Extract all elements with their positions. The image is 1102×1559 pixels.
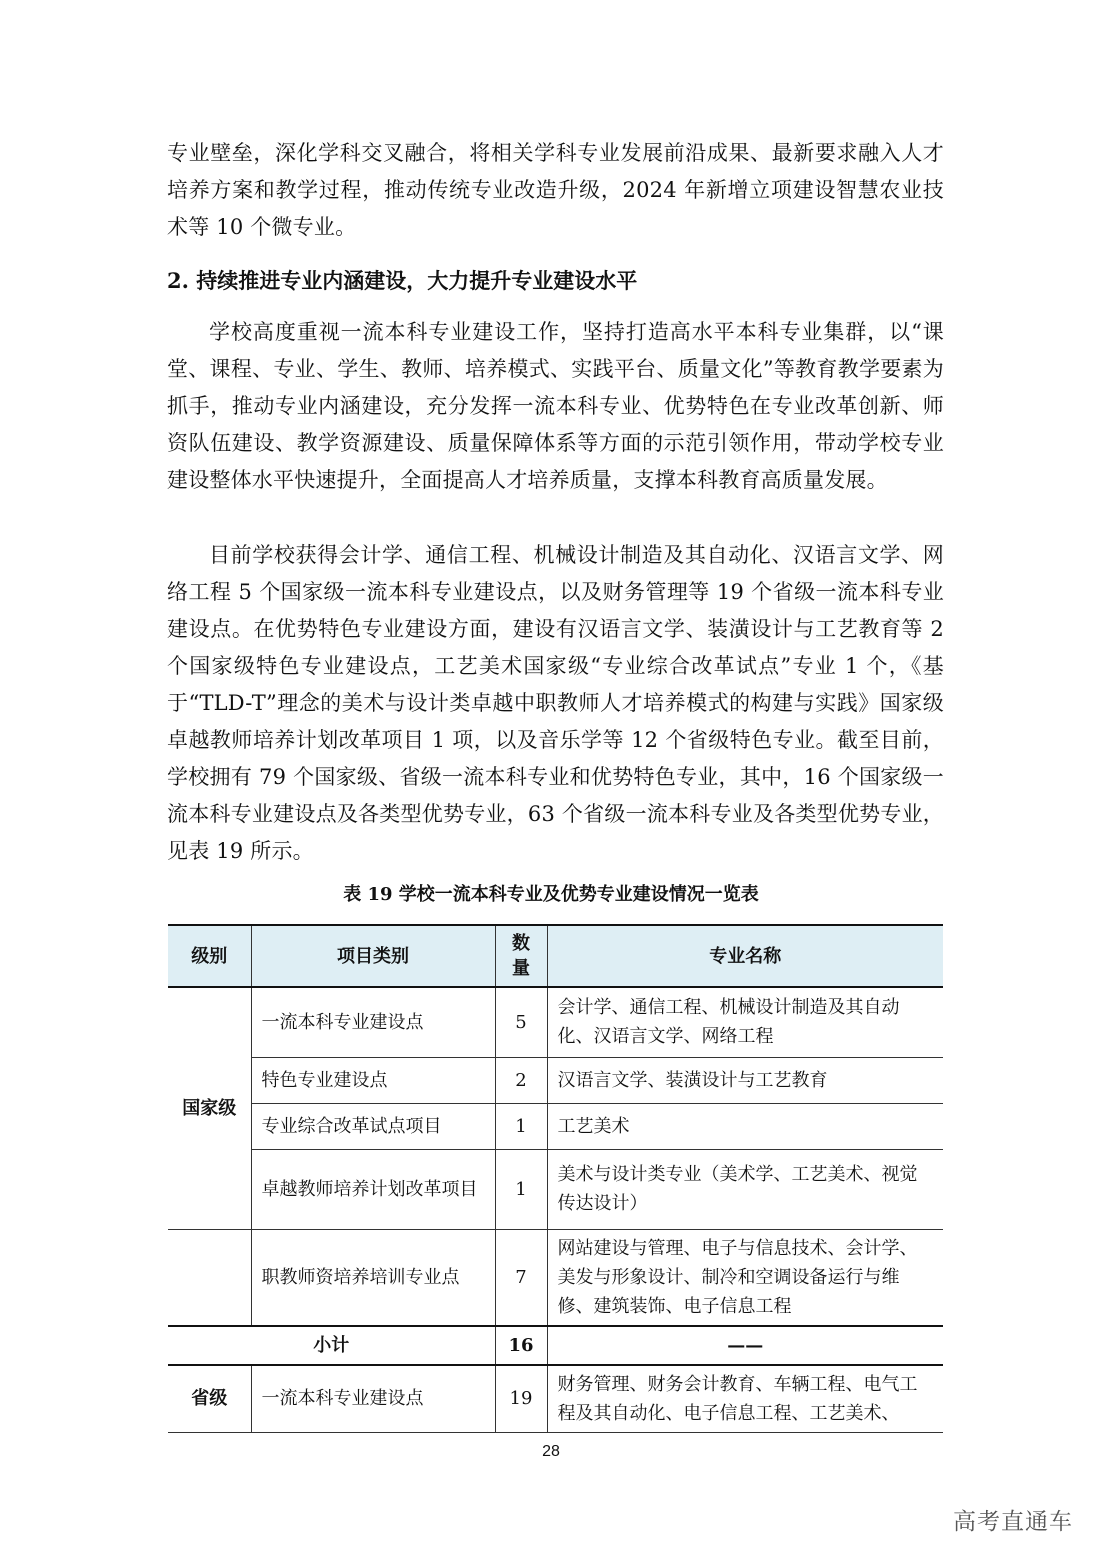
- category-cell: 卓越教师培养计划改革项目: [251, 1149, 495, 1229]
- names-cell: 汉语言文学、装潢设计与工艺教育: [547, 1057, 943, 1103]
- count-cell: 2: [495, 1057, 547, 1103]
- category-cell: 一流本科专业建设点: [251, 987, 495, 1057]
- table-row: [168, 1229, 943, 1326]
- names-cell: 网站建设与管理、电子与信息技术、会计学、美发与形象设计、制冷和空调设备运行与维修、建筑装饰、电子信息工程: [547, 1229, 943, 1326]
- header-names: 专业名称: [547, 925, 943, 987]
- paragraph: 目前学校获得会计学、通信工程、机械设计制造及其自动化、汉语言文学、网络工程 5 个国家级一流本科专业建设点，以及财务管理等 19 个省级一流本科专业建设点。在优势特色专业建设方面，建设有汉语言文学、装潢设计与工艺教育等 2 个国家级特色专业建设点，工艺美术国家级“专业综合改革试点”专业 1 个，《基于“TLD-T”理念的美术与设计类卓越中职教师人才培养模式的构建与实践》国家级卓越教师培养计划改革项目 1 项，以及音乐学等 12 个省级特色专业。截至目前，学校拥有 79 个国家级、省级一流本科专业和优势特色专业，其中，16 个国家级一流本科专业建设点及各类型优势专业，63 个省级一流本科专业及各类型优势专业，见表 19 所示。: [167, 543, 944, 863]
- table-header-row: [168, 925, 943, 987]
- names-cell: 工艺美术: [547, 1103, 943, 1149]
- count-cell: 19: [495, 1365, 547, 1433]
- majors-table: [168, 924, 943, 1433]
- watermark: 高考直通车: [953, 1509, 1073, 1535]
- table-row: [168, 987, 943, 1057]
- category-cell: 一流本科专业建设点: [251, 1365, 495, 1433]
- table-row: [168, 1103, 943, 1149]
- category-cell: 特色专业建设点: [251, 1057, 495, 1103]
- section-heading: 2. 持续推进专业内涵建设，大力提升专业建设水平: [167, 268, 638, 293]
- level-cell-national: 国家级: [168, 987, 251, 1229]
- subtotal-names: ——: [547, 1326, 943, 1365]
- table-row: [168, 1057, 943, 1103]
- count-cell: 7: [495, 1229, 547, 1326]
- level-cell-empty: [168, 1229, 251, 1326]
- subtotal-row: [168, 1326, 943, 1365]
- names-cell: 财务管理、财务会计教育、车辆工程、电气工程及其自动化、电子信息工程、工艺美术、: [547, 1365, 943, 1433]
- header-count: 数 量: [495, 925, 547, 987]
- count-cell: 1: [495, 1103, 547, 1149]
- level-cell-provincial: 省级: [168, 1365, 251, 1433]
- category-cell: 专业综合改革试点项目: [251, 1103, 495, 1149]
- names-cell: 美术与设计类专业（美术学、工艺美术、视觉传达设计）: [547, 1149, 943, 1229]
- paragraph: 专业壁垒，深化学科交叉融合，将相关学科专业发展前沿成果、最新要求融入人才培养方案和教学过程，推动传统专业改造升级，2024 年新增立项建设智慧农业技术等 10 个微专业。: [167, 141, 944, 239]
- header-level: 级别: [168, 925, 251, 987]
- subtotal-count: 16: [495, 1326, 547, 1365]
- header-category: 项目类别: [251, 925, 495, 987]
- count-cell: 5: [495, 987, 547, 1057]
- count-cell: 1: [495, 1149, 547, 1229]
- table-row: [168, 1365, 943, 1433]
- table-row: [168, 1149, 943, 1229]
- paragraph: 学校高度重视一流本科专业建设工作，坚持打造高水平本科专业集群，以“课堂、课程、专业、学生、教师、培养模式、实践平台、质量文化”等教育教学要素为抓手，推动专业内涵建设，充分发挥一流本科专业、优势特色在专业改革创新、师资队伍建设、教学资源建设、质量保障体系等方面的示范引领作用，带动学校专业建设整体水平快速提升，全面提高人才培养质量，支撑本科教育高质量发展。: [167, 320, 944, 492]
- page-number: 28: [542, 1443, 560, 1460]
- category-cell: 职教师资培养培训专业点: [251, 1229, 495, 1326]
- subtotal-label: 小计: [168, 1326, 495, 1365]
- names-cell: 会计学、通信工程、机械设计制造及其自动化、汉语言文学、网络工程: [547, 987, 943, 1057]
- table-caption: 表 19 学校一流本科专业及优势专业建设情况一览表: [343, 884, 759, 905]
